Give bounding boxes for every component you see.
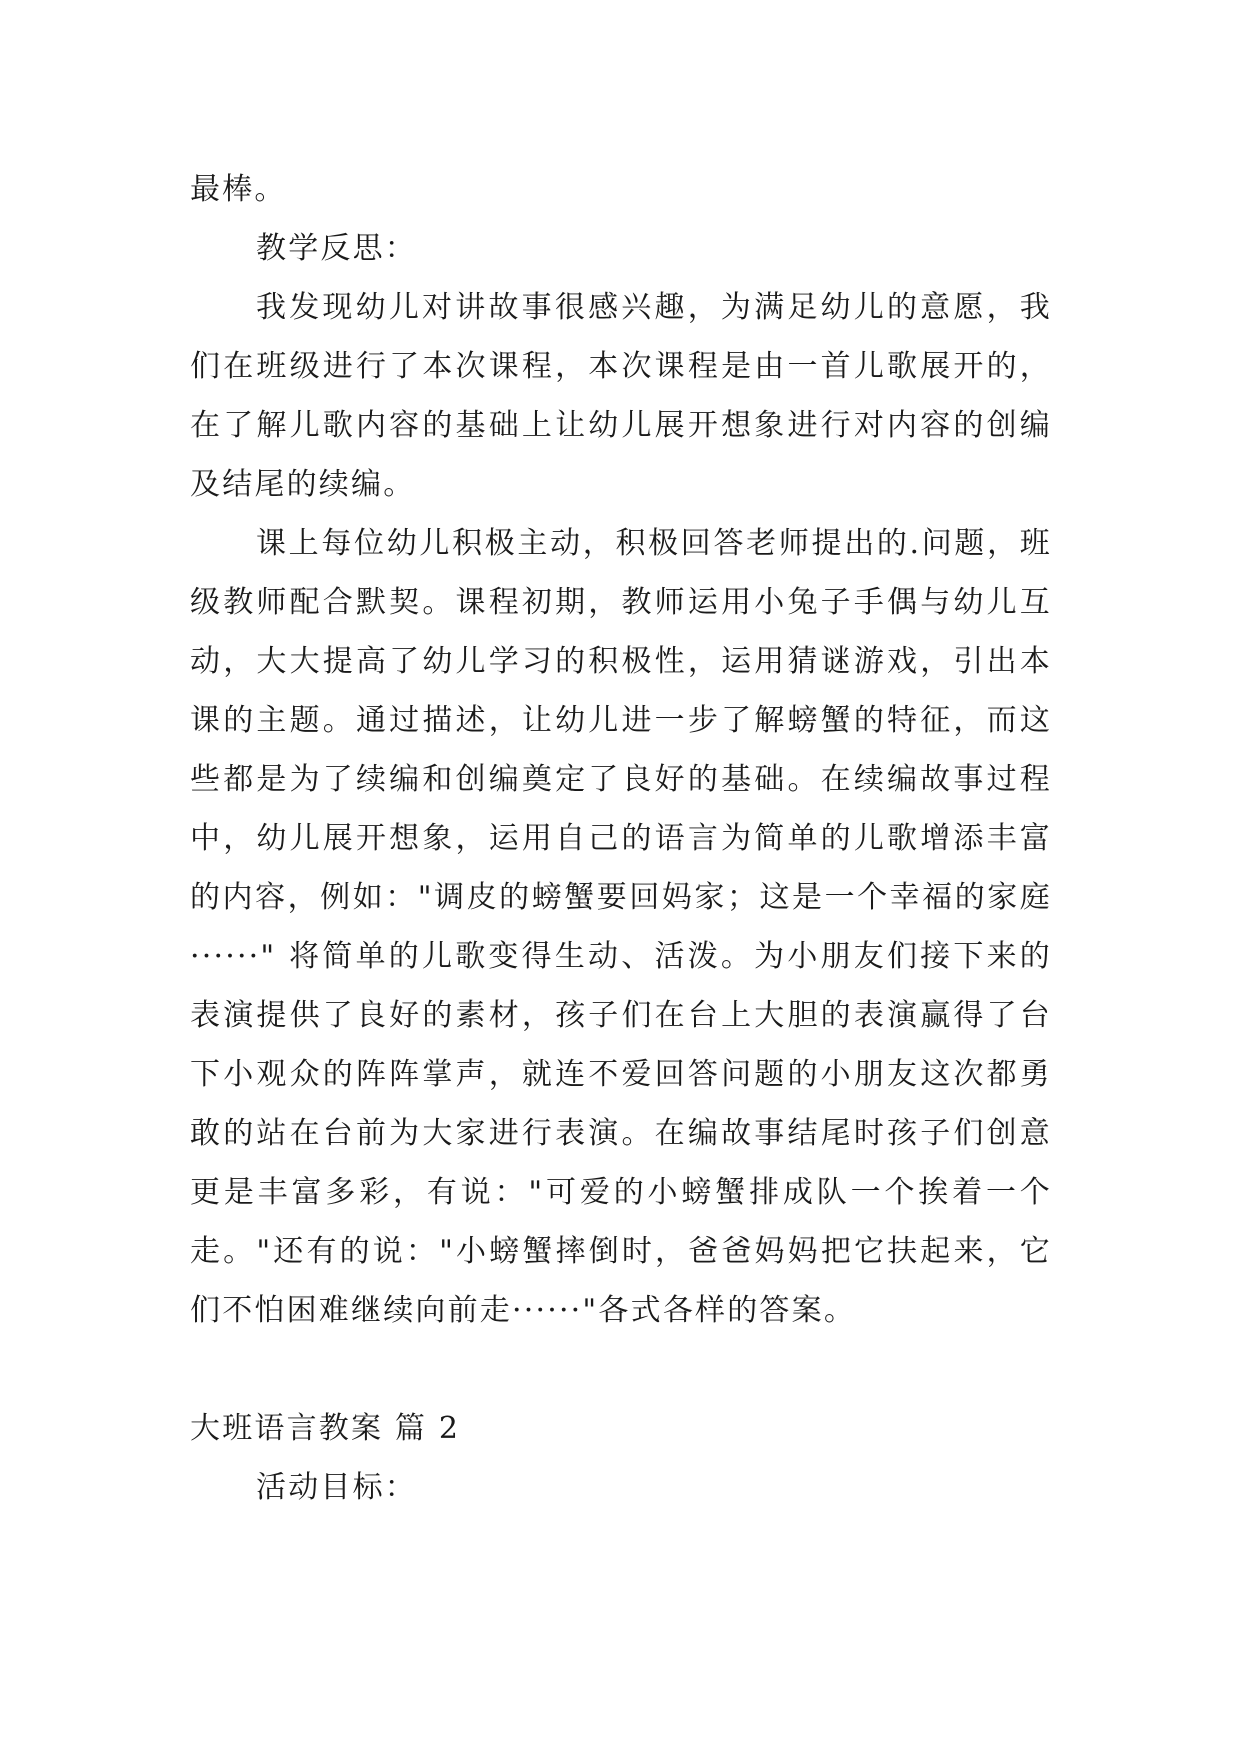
section-spacer [190,1340,1052,1399]
section-label-activity-goals: 活动目标： [256,1470,417,1505]
section-heading: 大班语言教案 篇 2 [190,1411,461,1446]
document-body [190,160,1052,1517]
paragraph-continuation: 最棒。 [190,172,287,207]
paragraph-reflection-detail: 课上每位幼儿积极主动，积极回答老师提出的.问题，班级教师配合默契。课程初期，教师运用小兔子手偶与幼儿互动，大大提高了幼儿学习的积极性，运用猜谜游戏，引出本课的主题。通过描述，让幼儿进一步了解螃蟹的特征，而这些都是为了续编和创编奠定了良好的基础。在续编故事过程中，幼儿展开想象，运用自己的语言为简单的儿歌增添丰富的内容，例如："调皮的螃蟹要回妈家；这是一个幸福的家庭······" 将简单的儿歌变得生动、活泼。为小朋友们接下来的表演提供了良好的素材，孩子们在台上大胆的表演赢得了台下小观众的阵阵掌声，就连不爱回答问题的小朋友这次都勇敢的站在台前为大家进行表演。在编故事结尾时孩子们创意更是丰富多彩，有说："可爱的小螃蟹排成队一个挨着一个走。"还有的说："小螃蟹摔倒时，爸爸妈妈把它扶起来，它们不怕困难继续向前走······"各式各样的答案。 [190,526,1052,1328]
section-label-teaching-reflection: 教学反思： [256,231,417,266]
paragraph-reflection-intro: 我发现幼儿对讲故事很感兴趣，为满足幼儿的意愿，我们在班级进行了本次课程，本次课程是由一首儿歌展开的，在了解儿歌内容的基础上让幼儿展开想象进行对内容的创编及结尾的续编。 [190,290,1052,502]
